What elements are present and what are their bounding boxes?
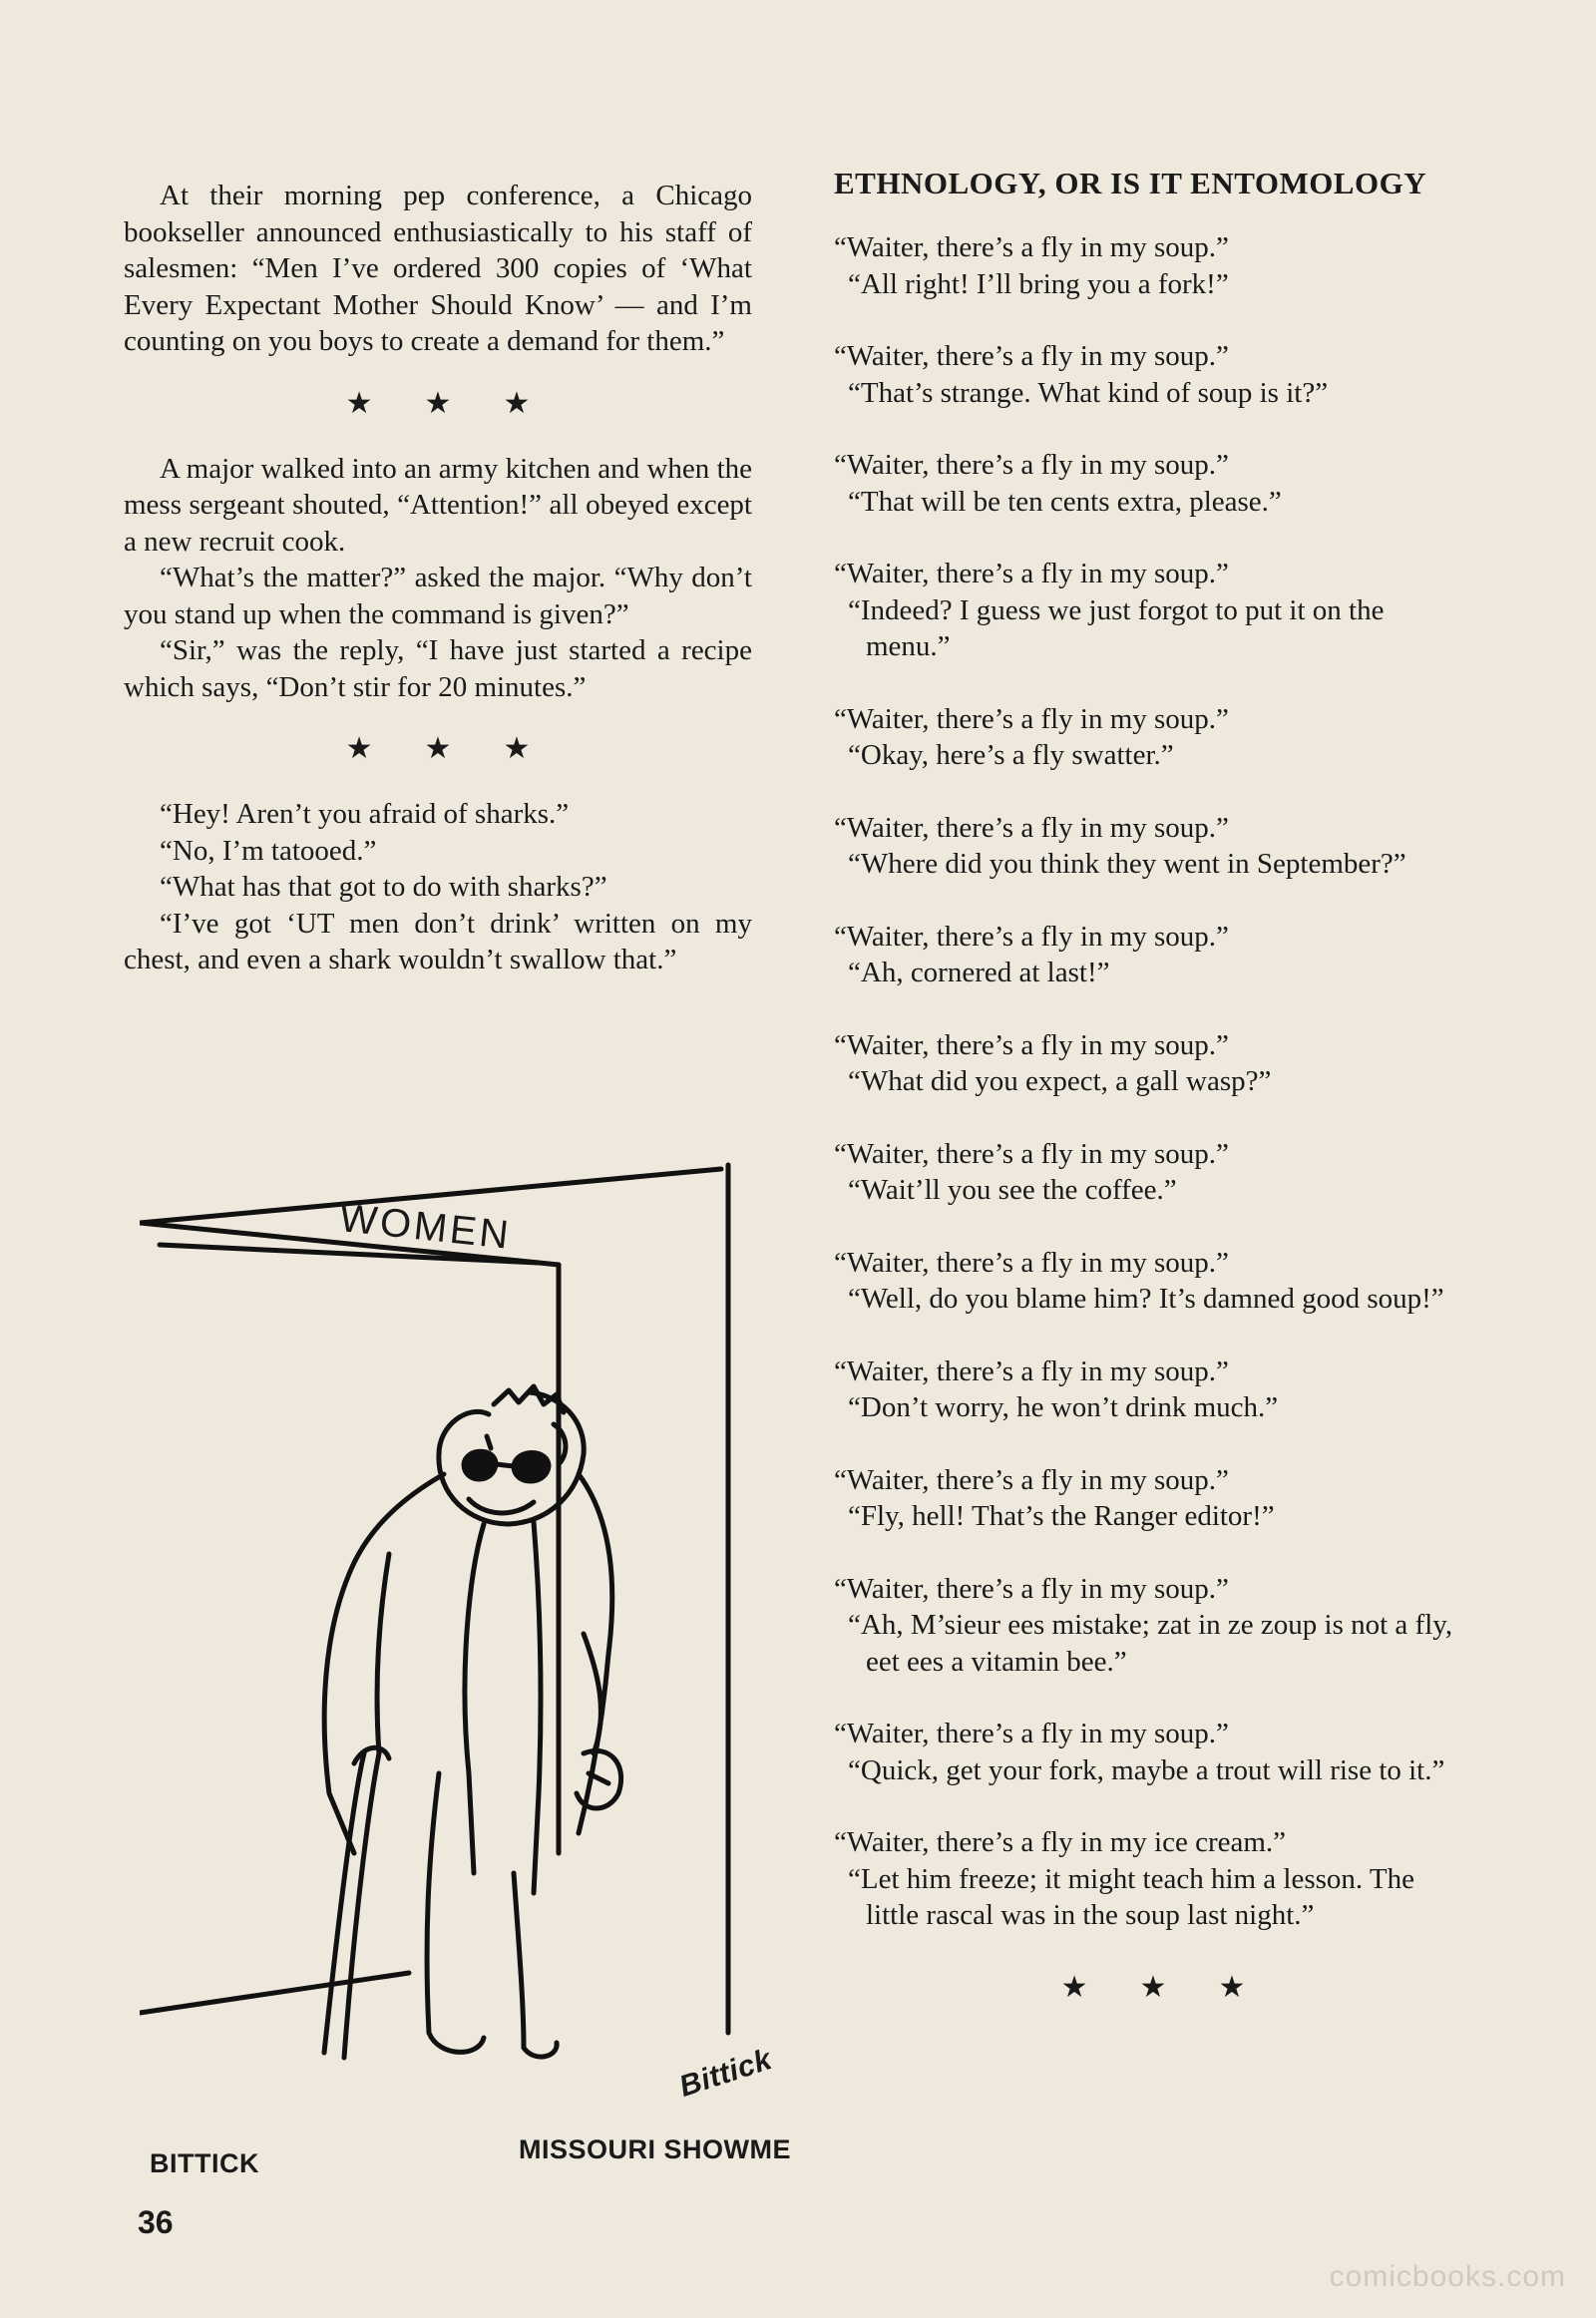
joke-question: “Waiter, there’s a fly in my soup.” — [834, 702, 1229, 735]
joke-answer: “Okay, here’s a fly swatter.” — [848, 739, 1174, 771]
joke-question: “Waiter, there’s a fly in my soup.” — [834, 920, 1229, 953]
joke-answer: “Ah, M’sieur ees mistake; zat in ze zoup is not a fly, eet ees a vitamin bee.” — [848, 1609, 1453, 1678]
joke-question: “Waiter, there’s a fly in my soup.” — [834, 449, 1229, 481]
bookseller-joke: At their morning pep conference, a Chicago bookseller announced enthusiastically to his staff of salesmen: “Men I’ve ordered 300 copies of ‘What Every Expectant Mother Should Know’ — and I’m counting on you boys to create a demand for them.” — [124, 180, 752, 357]
fly-joke — [834, 1824, 1472, 1934]
joke-answer: “Wait’ll you see the coffee.” — [848, 1174, 1177, 1206]
fly-joke — [834, 1136, 1472, 1209]
joke-answer: “Well, do you blame him? It’s damned good soup!” — [848, 1283, 1444, 1315]
fly-joke — [834, 447, 1472, 520]
joke-question: “Waiter, there’s a fly in my soup.” — [834, 811, 1229, 844]
fly-joke — [834, 810, 1472, 883]
cartoon-illustration — [140, 1155, 758, 2113]
left-column — [124, 178, 752, 978]
joke-question: “Waiter, there’s a fly in my soup.” — [834, 1246, 1229, 1279]
joke-answer: “Ah, cornered at last!” — [848, 957, 1110, 988]
fly-joke — [834, 556, 1472, 665]
army-joke-reply: “Sir,” was the reply, “I have just started a recipe which says, “Don’t stir for 20 minutes.” — [124, 634, 752, 703]
army-joke-intro: A major walked into an army kitchen and when the mess sergeant shouted, “Attention!” all obeyed except a new recruit cook. — [124, 452, 752, 558]
page-number: 36 — [138, 2204, 174, 2240]
fly-joke — [834, 1462, 1472, 1535]
star-divider: ★★★ — [345, 732, 583, 765]
joke-answer: “What did you expect, a gall wasp?” — [848, 1065, 1272, 1097]
joke-question: “Waiter, there’s a fly in my soup.” — [834, 1137, 1229, 1170]
fly-joke — [834, 1353, 1472, 1426]
fly-joke — [834, 1716, 1472, 1788]
women-sign: WOMEN — [337, 1196, 514, 1258]
joke-question: “Waiter, there’s a fly in my soup.” — [834, 1354, 1229, 1387]
star-divider: ★★★ — [1060, 1970, 1298, 2004]
section-title: ETHNOLOGY, OR IS IT ENTOMOLOGY — [834, 166, 1427, 200]
fly-jokes-list — [834, 229, 1472, 1934]
fly-joke — [834, 1245, 1472, 1318]
shark-joke-line-3: “What has that got to do with sharks?” — [160, 871, 607, 903]
joke-answer: “All right! I’ll bring you a fork!” — [848, 267, 1229, 300]
shark-joke-line-4: “I’ve got ‘UT men don’t drink’ written on my chest, and even a shark wouldn’t swallow that.” — [124, 907, 752, 975]
joke-answer: “That will be ten cents extra, please.” — [848, 485, 1282, 518]
shark-joke-line-2: “No, I’m tatooed.” — [160, 834, 377, 867]
joke-answer: “Indeed? I guess we just forgot to put it on the menu.” — [848, 593, 1385, 662]
joke-question: “Waiter, there’s a fly in my soup.” — [834, 340, 1229, 372]
joke-question: “Waiter, there’s a fly in my ice cream.” — [834, 1826, 1287, 1858]
joke-question: “Waiter, there’s a fly in my soup.” — [834, 1028, 1229, 1061]
joke-question: “Waiter, there’s a fly in my soup.” — [834, 1718, 1229, 1749]
joke-answer: “That’s strange. What kind of soup is it?” — [848, 376, 1329, 409]
star-divider: ★★★ — [345, 386, 583, 420]
fly-joke — [834, 919, 1472, 991]
fly-joke — [834, 338, 1472, 411]
right-column — [834, 166, 1472, 2035]
joke-question: “Waiter, there’s a fly in my soup.” — [834, 1572, 1229, 1605]
artist-signature: Bittick — [675, 2043, 776, 2104]
fly-joke — [834, 701, 1472, 774]
joke-question: “Waiter, there’s a fly in my soup.” — [834, 1463, 1229, 1496]
joke-answer: “Don’t worry, he won’t drink much.” — [848, 1391, 1279, 1423]
joke-answer: “Fly, hell! That’s the Ranger editor!” — [848, 1500, 1275, 1532]
joke-question: “Waiter, there’s a fly in my soup.” — [834, 231, 1229, 263]
fly-joke — [834, 229, 1472, 302]
fly-joke — [834, 1027, 1472, 1100]
army-joke-question: “What’s the matter?” asked the major. “Why don’t you stand up when the command is given?” — [124, 562, 752, 630]
fly-joke — [834, 1571, 1472, 1681]
artist-credit: BITTICK — [150, 2148, 259, 2178]
joke-answer: “Quick, get your fork, maybe a trout will rise to it.” — [848, 1753, 1445, 1786]
joke-answer: “Where did you think they went in September?” — [848, 848, 1406, 880]
source-credit: MISSOURI SHOWME — [519, 2134, 792, 2164]
joke-question: “Waiter, there’s a fly in my soup.” — [834, 558, 1229, 589]
watermark: comicbooks.com — [1329, 2260, 1566, 2293]
joke-answer: “Let him freeze; it might teach him a lesson. The little rascal was in the soup last night.” — [848, 1862, 1414, 1931]
shark-joke-line-1: “Hey! Aren’t you afraid of sharks.” — [160, 798, 570, 830]
